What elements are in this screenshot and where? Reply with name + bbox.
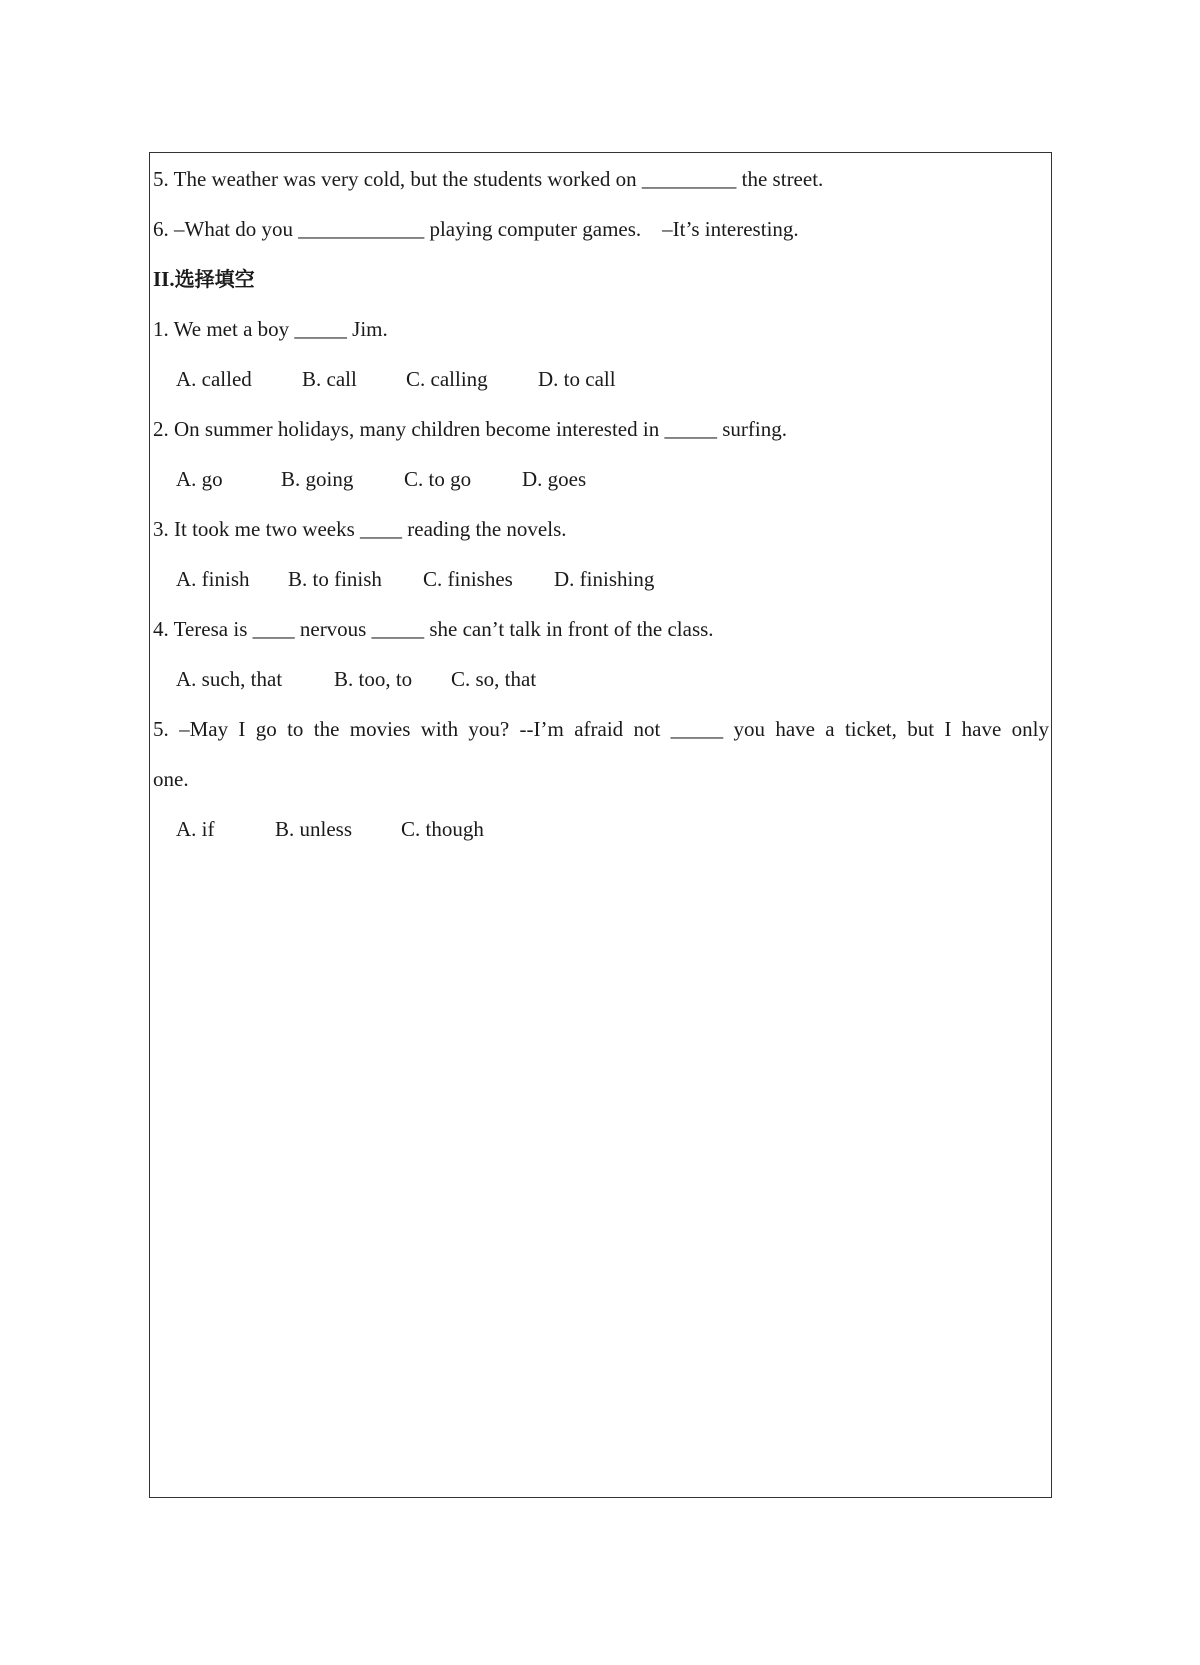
option-d: D. goes xyxy=(522,467,587,491)
choice-question-1-stem: 1. We met a boy _____ Jim. xyxy=(153,317,388,341)
option-c: C. to go xyxy=(404,467,472,491)
option-a: A. go xyxy=(176,467,223,491)
fill-blank-question-5: 5. The weather was very cold, but the students worked on _________ the street. xyxy=(153,167,824,191)
section-heading xyxy=(153,266,255,292)
option-a: A. finish xyxy=(176,567,250,591)
section-heading-number: II. xyxy=(153,267,175,291)
option-c: C. though xyxy=(401,817,484,841)
choice-question-4-stem: 4. Teresa is ____ nervous _____ she can’t talk in front of the class. xyxy=(153,617,714,641)
section-heading-title: 选择填空 xyxy=(174,267,255,291)
option-a: A. such, that xyxy=(176,667,283,691)
option-c: C. calling xyxy=(406,367,488,391)
choice-question-5-stem-line-1: 5. –May I go to the movies with you? --I’m afraid not _____ you have a ticket, but I have only xyxy=(153,717,1049,741)
option-d: D. finishing xyxy=(554,567,655,591)
fill-blank-question-6: 6. –What do you ____________ playing computer games. –It’s interesting. xyxy=(153,217,799,241)
option-c: C. finishes xyxy=(423,567,513,591)
choice-question-2-stem: 2. On summer holidays, many children become interested in _____ surfing. xyxy=(153,417,787,441)
option-b: B. call xyxy=(302,367,357,391)
option-d: D. to call xyxy=(538,367,616,391)
option-a: A. called xyxy=(176,367,252,391)
choice-question-3-stem: 3. It took me two weeks ____ reading the novels. xyxy=(153,517,567,541)
option-c: C. so, that xyxy=(451,667,537,691)
choice-question-5-stem-line-2: one. xyxy=(153,767,189,791)
option-b: B. to finish xyxy=(288,567,382,591)
option-b: B. too, to xyxy=(334,667,413,691)
option-a: A. if xyxy=(176,817,215,841)
option-b: B. unless xyxy=(275,817,353,841)
option-b: B. going xyxy=(281,467,354,491)
